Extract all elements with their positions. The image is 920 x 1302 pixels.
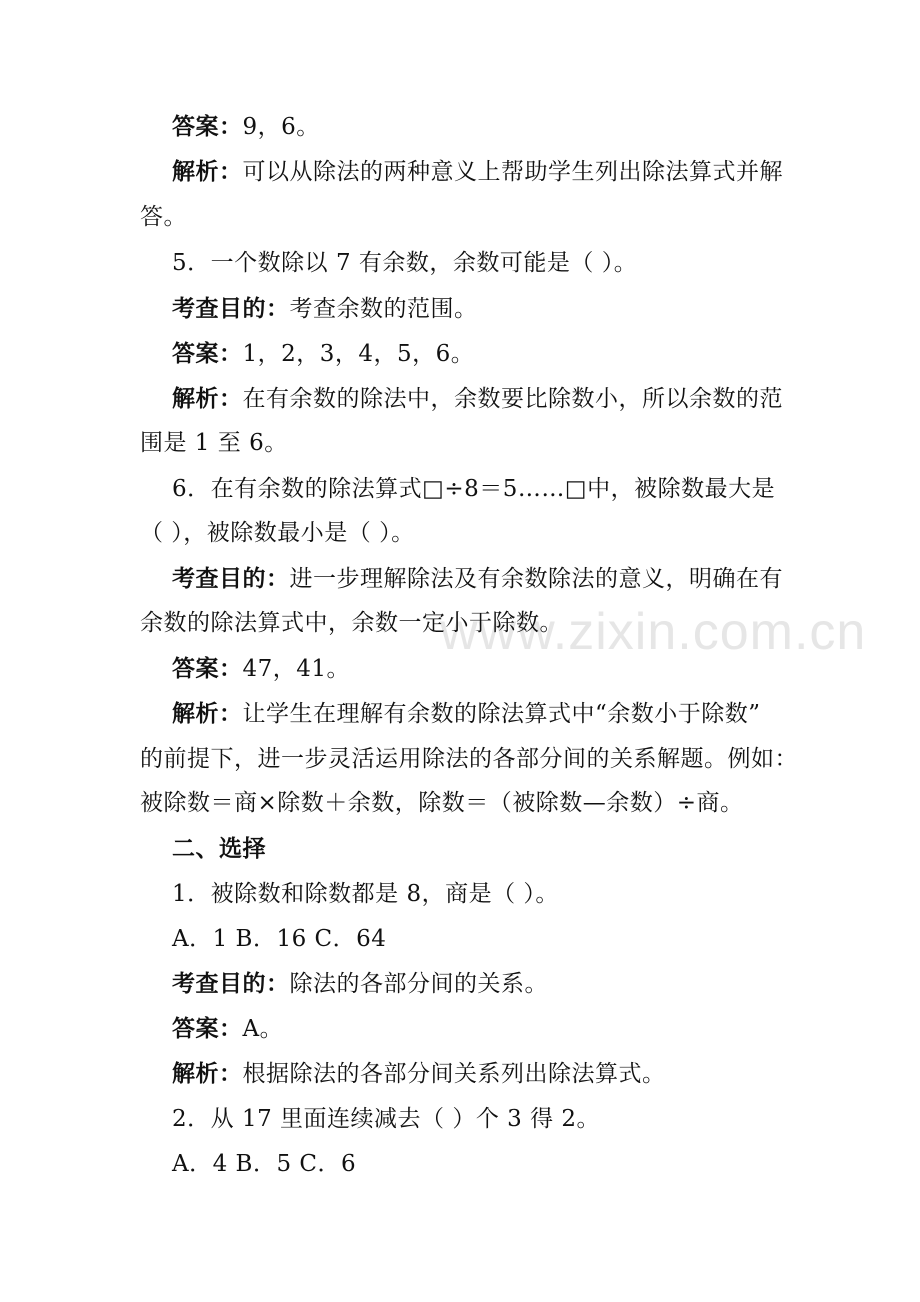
q6-answer: [172, 654, 350, 684]
answer-label: 答案：: [172, 1015, 243, 1042]
analysis-text: 可以从除法的两种意义上帮助学生列出除法算式并解: [242, 159, 783, 185]
analysis-label: 解析：: [172, 385, 243, 412]
answer-text: 1，2，3，4，5，6。: [242, 341, 475, 367]
q5-question: 5．一个数除以 7 有余数，余数可能是（ ）。: [172, 250, 638, 276]
analysis-text: 根据除法的各部分间关系列出除法算式。: [242, 1061, 666, 1087]
answer-label: 答案：: [172, 113, 243, 140]
answer-text: A。: [242, 1016, 284, 1042]
q6-analysis-continued-1: 的前提下，进一步灵活运用除法的各部分间的关系解题。例如：: [140, 746, 798, 772]
c1-question: 1．被除数和除数都是 8，商是（ ）。: [172, 881, 559, 907]
purpose-label: 考查目的：: [172, 970, 290, 997]
q6-analysis-continued-2: 被除数＝商×除数＋余数，除数＝（被除数—余数）÷商。: [140, 790, 744, 816]
q4-analysis-continued: 答。: [140, 204, 187, 230]
c1-analysis: [172, 1059, 666, 1089]
c2-question: 2．从 17 里面连续减去（ ）个 3 得 2。: [172, 1106, 601, 1132]
q4-answer: [172, 112, 320, 142]
q6-analysis: [172, 699, 761, 729]
purpose-text: 考查余数的范围。: [289, 296, 478, 322]
analysis-text: 在有余数的除法中，余数要比除数小，所以余数的范: [242, 386, 783, 412]
watermark: www.zixin.com.cn: [440, 603, 867, 661]
purpose-label: 考查目的：: [172, 565, 290, 592]
q6-purpose-continued: 余数的除法算式中，余数一定小于除数。: [140, 610, 563, 636]
c1-purpose: [172, 969, 548, 999]
q5-answer: [172, 339, 474, 369]
purpose-text: 进一步理解除法及有余数除法的意义，明确在有: [289, 566, 783, 592]
analysis-label: 解析：: [172, 1060, 243, 1087]
answer-label: 答案：: [172, 340, 243, 367]
q6-question-line2: （ ），被除数最小是（ ）。: [140, 520, 415, 546]
answer-text: 9，6。: [242, 114, 320, 140]
c1-answer: [172, 1014, 283, 1044]
q6-question-line1: 6．在有余数的除法算式□÷8＝5……□中，被除数最大是: [172, 476, 776, 502]
q5-purpose: [172, 294, 478, 324]
q5-analysis: [172, 384, 783, 414]
purpose-label: 考查目的：: [172, 295, 290, 322]
analysis-label: 解析：: [172, 700, 243, 727]
purpose-text: 除法的各部分间的关系。: [289, 971, 548, 997]
answer-label: 答案：: [172, 655, 243, 682]
c2-options: A．4 B．5 C．6: [172, 1151, 357, 1177]
analysis-label: 解析：: [172, 158, 243, 185]
analysis-text: 让学生在理解有余数的除法算式中“余数小于除数”: [242, 701, 761, 727]
q5-analysis-continued: 围是 1 至 6。: [140, 430, 288, 456]
c1-options: A．1 B．16 C．64: [172, 926, 387, 952]
answer-text: 47，41。: [242, 656, 351, 682]
q4-analysis: [172, 157, 783, 187]
q6-purpose: [172, 564, 783, 594]
section-heading: 二、选择: [172, 835, 266, 862]
